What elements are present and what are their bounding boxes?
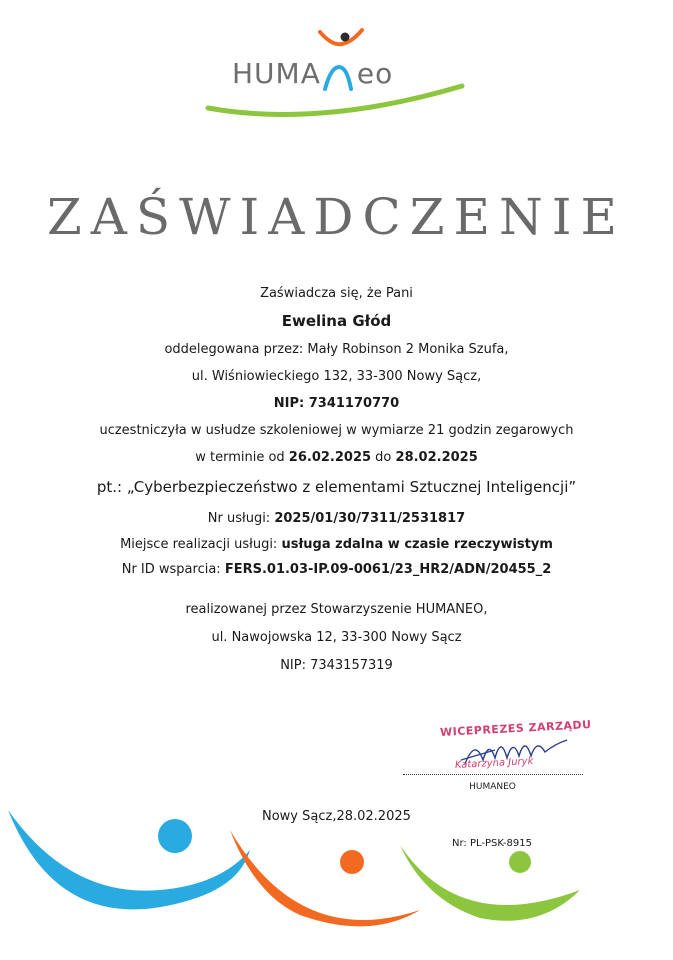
delegated-address: ul. Wiśniowieckiego 132, 33-300 Nowy Sącz,	[191, 369, 482, 384]
registry-number: Nr: PL-PSK-8915	[452, 838, 532, 849]
service-place-value: usługa zdalna w czasie rzeczywistym	[281, 537, 553, 552]
service-place-label: Miejsce realizacji usługi:	[120, 537, 282, 552]
service-number-value: 2025/01/30/7311/2531817	[274, 511, 466, 526]
signature-line	[403, 774, 583, 775]
organizer-nip: NIP: 7343157319	[280, 658, 393, 673]
delegated-by: oddelegowana przez: Mały Robinson 2 Monika Szufa,	[164, 342, 509, 357]
signature-block	[400, 718, 592, 792]
service-place	[0, 537, 673, 552]
term-mid: do	[371, 450, 396, 465]
course-title: pt.: „Cyberbezpieczeństwo z elementami Sztucznej Inteligencji”	[96, 478, 577, 496]
support-id	[0, 562, 673, 577]
stamp-title: WICEPREZES ZARZĄDU	[439, 718, 592, 739]
intro-text: Zaświadcza się, że Pani	[260, 286, 413, 301]
term-to: 28.02.2025	[395, 450, 478, 465]
logo-text-left: HUMA	[232, 57, 321, 90]
participant-name: Ewelina Głód	[281, 312, 392, 330]
place-date: Nowy Sącz,28.02.2025	[262, 809, 411, 824]
participation-text: uczestniczyła w usłudze szkoleniowej w wymiarze 21 godzin zegarowych	[99, 423, 574, 438]
stamp-name: Katarzyna Juryk	[454, 755, 534, 772]
support-id-label: Nr ID wsparcia:	[121, 562, 225, 577]
signature-org: HUMANEO	[469, 782, 516, 792]
support-id-value: FERS.01.03-IP.09-0061/23_HR2/ADN/20455_2	[224, 562, 552, 577]
logo-text-right: eo	[356, 57, 394, 90]
organizer: realizowanej przez Stowarzyszenie HUMANEO,	[185, 602, 488, 617]
term-prefix: w terminie od	[195, 450, 289, 465]
certificate-title: ZAŚWIADCZENIE	[47, 188, 626, 246]
term-line	[0, 450, 673, 465]
organizer-address: ul. Nawojowska 12, 33-300 Nowy Sącz	[211, 630, 462, 645]
humaneo-logo	[200, 20, 480, 130]
term-from: 26.02.2025	[288, 450, 372, 465]
service-number-label: Nr usługi:	[207, 511, 275, 526]
service-number	[0, 511, 673, 526]
delegated-nip: NIP: 7341170770	[273, 396, 400, 411]
logo-text	[232, 57, 393, 90]
